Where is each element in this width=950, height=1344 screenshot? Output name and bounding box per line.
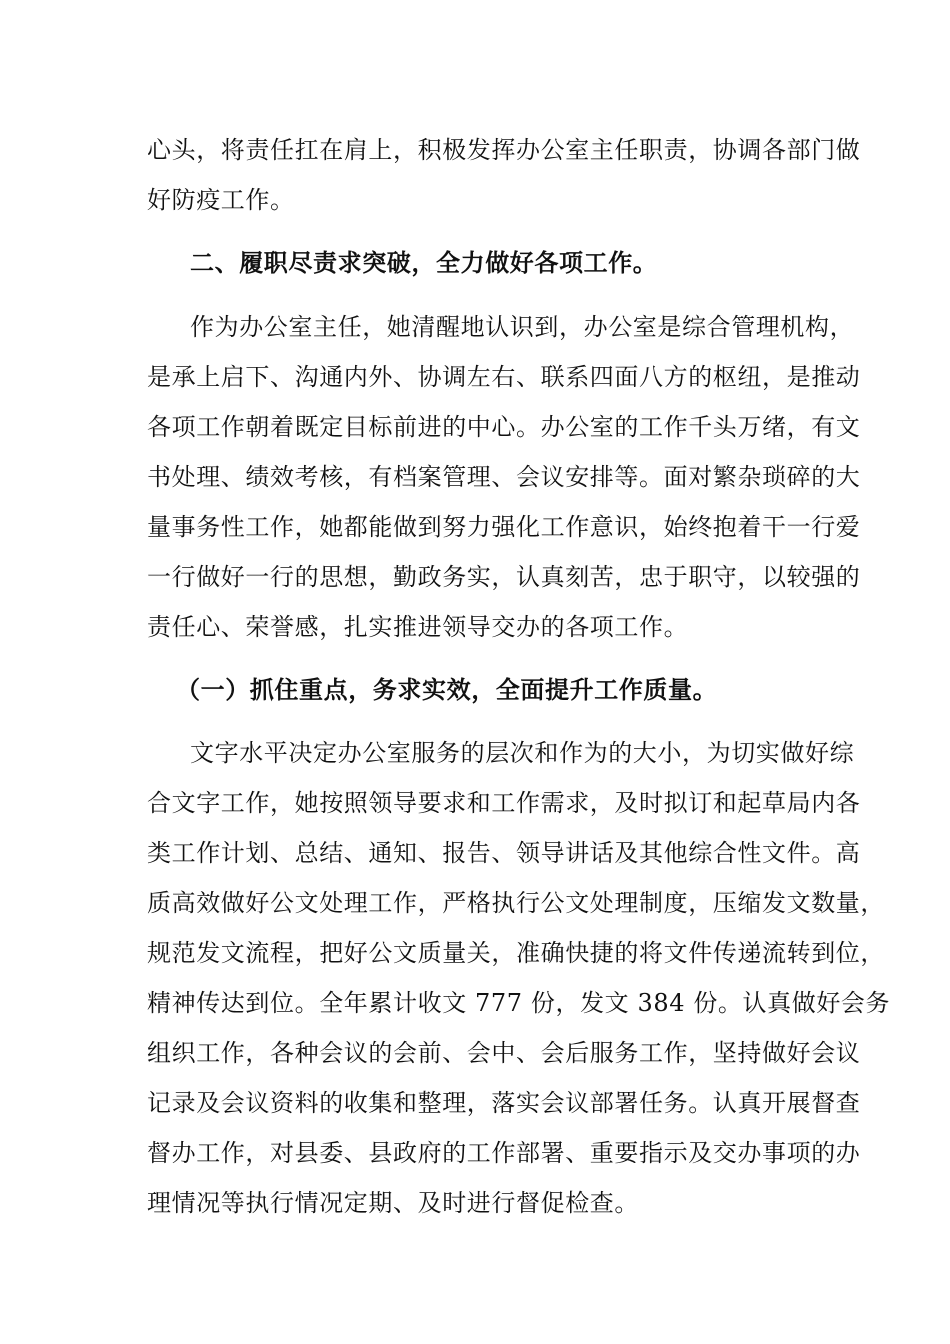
paragraph-2-line-1: 作为办公室主任，她清醒地认识到，办公室是综合管理机构， — [190, 313, 855, 341]
paragraph-2-line-3: 各项工作朝着既定目标前进的中心。办公室的工作千头万绪，有文 — [147, 413, 861, 441]
paragraph-3-line-1: 文字水平决定办公室服务的层次和作为的大小，为切实做好综 — [190, 739, 855, 767]
paragraph-3-line-5: 规范发文流程，把好公文质量关，准确快捷的将文件传递流转到位， — [147, 939, 885, 967]
paragraph-1-line-1: 心头，将责任扛在肩上，积极发挥办公室主任职责，协调各部门做 — [147, 136, 861, 164]
paragraph-3-line-10: 理情况等执行情况定期、及时进行督促检查。 — [147, 1189, 639, 1217]
subsection-heading-1: （一）抓住重点，务求实效，全面提升工作质量。 — [176, 675, 718, 704]
paragraph-2-line-4: 书处理、绩效考核，有档案管理、会议安排等。面对繁杂琐碎的大 — [147, 463, 861, 491]
paragraph-2-line-2: 是承上启下、沟通内外、协调左右、联系四面八方的枢纽，是推动 — [147, 363, 861, 391]
paragraph-3-line-3: 类工作计划、总结、通知、报告、领导讲话及其他综合性文件。高 — [147, 839, 861, 867]
section-heading-2: 二、履职尽责求突破，全力做好各项工作。 — [190, 248, 658, 277]
paragraph-1-line-2: 好防疫工作。 — [147, 186, 295, 214]
paragraph-2-line-6: 一行做好一行的思想，勤政务实，认真刻苦，忠于职守，以较强的 — [147, 563, 861, 591]
paragraph-3-line-6: 精神传达到位。全年累计收文 777 份，发文 384 份。认真做好会务 — [147, 989, 891, 1017]
paragraph-3-line-4: 质高效做好公文处理工作，严格执行公文处理制度，压缩发文数量， — [147, 889, 885, 917]
paragraph-2-line-5: 量事务性工作，她都能做到努力强化工作意识，始终抱着干一行爱 — [147, 513, 861, 541]
paragraph-3-line-2: 合文字工作，她按照领导要求和工作需求，及时拟订和起草局内各 — [147, 789, 861, 817]
paragraph-3-line-9: 督办工作，对县委、县政府的工作部署、重要指示及交办事项的办 — [147, 1139, 861, 1167]
paragraph-2-line-7: 责任心、荣誉感，扎实推进领导交办的各项工作。 — [147, 613, 689, 641]
paragraph-3-line-8: 记录及会议资料的收集和整理，落实会议部署任务。认真开展督查 — [147, 1089, 861, 1117]
paragraph-3-line-7: 组织工作，各种会议的会前、会中、会后服务工作，坚持做好会议 — [147, 1039, 861, 1067]
